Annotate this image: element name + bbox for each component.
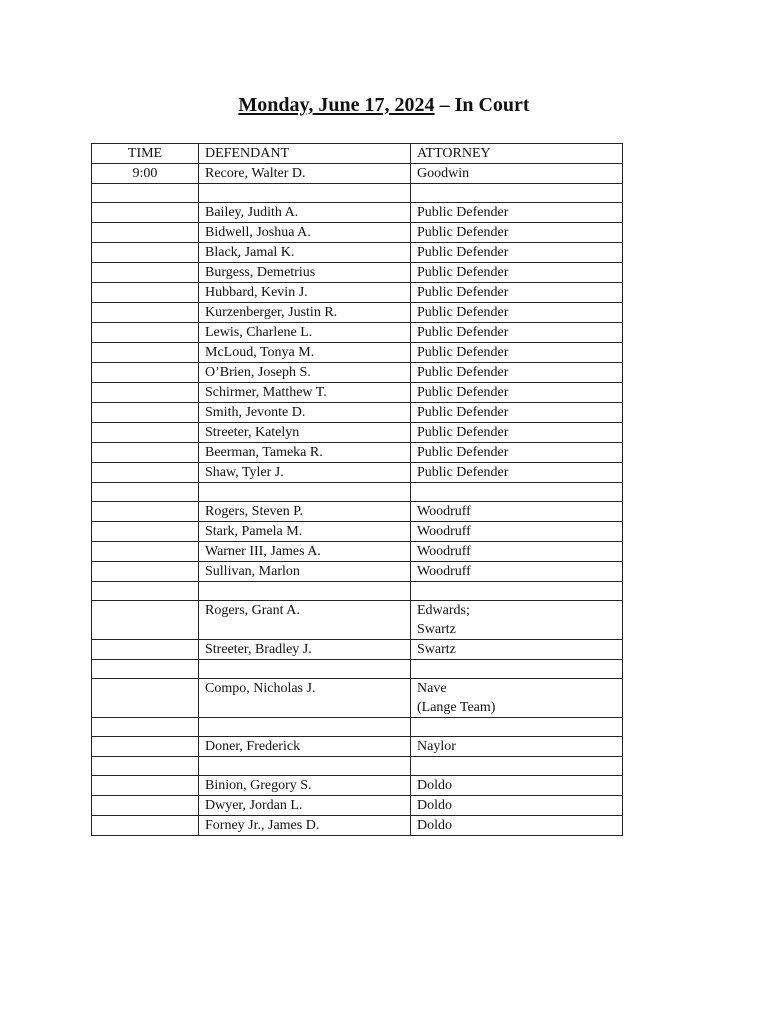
table-row bbox=[92, 243, 623, 263]
attorney-cell: Public Defender bbox=[411, 403, 623, 423]
table-row bbox=[92, 303, 623, 323]
attorney-cell: Woodruff bbox=[411, 562, 623, 582]
time-cell bbox=[92, 343, 199, 363]
time-cell bbox=[92, 443, 199, 463]
time-cell bbox=[92, 679, 199, 718]
time-cell bbox=[92, 776, 199, 796]
defendant-cell: Bidwell, Joshua A. bbox=[199, 223, 411, 243]
defendant-cell bbox=[199, 582, 411, 601]
attorney-cell: Edwards; Swartz bbox=[411, 601, 623, 640]
defendant-cell: Burgess, Demetrius bbox=[199, 263, 411, 283]
court-schedule-table bbox=[91, 143, 623, 836]
attorney-cell: Doldo bbox=[411, 776, 623, 796]
defendant-cell: Black, Jamal K. bbox=[199, 243, 411, 263]
attorney-cell: Public Defender bbox=[411, 223, 623, 243]
column-header-time: TIME bbox=[92, 144, 199, 164]
time-cell bbox=[92, 660, 199, 679]
time-cell bbox=[92, 562, 199, 582]
table-row bbox=[92, 203, 623, 223]
defendant-cell: Recore, Walter D. bbox=[199, 164, 411, 184]
defendant-cell: Streeter, Katelyn bbox=[199, 423, 411, 443]
table-row bbox=[92, 363, 623, 383]
table-row bbox=[92, 679, 623, 718]
table-row bbox=[92, 463, 623, 483]
attorney-cell: Goodwin bbox=[411, 164, 623, 184]
defendant-cell: Rogers, Grant A. bbox=[199, 601, 411, 640]
time-cell bbox=[92, 816, 199, 836]
table-row bbox=[92, 582, 623, 601]
time-cell bbox=[92, 522, 199, 542]
table-row bbox=[92, 796, 623, 816]
table-row bbox=[92, 403, 623, 423]
time-cell bbox=[92, 582, 199, 601]
time-cell bbox=[92, 203, 199, 223]
defendant-cell: Schirmer, Matthew T. bbox=[199, 383, 411, 403]
defendant-cell: Beerman, Tameka R. bbox=[199, 443, 411, 463]
time-cell bbox=[92, 601, 199, 640]
defendant-cell: Dwyer, Jordan L. bbox=[199, 796, 411, 816]
defendant-cell: Streeter, Bradley J. bbox=[199, 640, 411, 660]
attorney-cell: Public Defender bbox=[411, 323, 623, 343]
time-cell bbox=[92, 283, 199, 303]
attorney-cell: Woodruff bbox=[411, 522, 623, 542]
attorney-cell: Public Defender bbox=[411, 423, 623, 443]
attorney-cell bbox=[411, 184, 623, 203]
table-row bbox=[92, 343, 623, 363]
time-cell bbox=[92, 243, 199, 263]
time-cell bbox=[92, 640, 199, 660]
attorney-cell: Public Defender bbox=[411, 283, 623, 303]
table-row bbox=[92, 601, 623, 640]
attorney-cell: Doldo bbox=[411, 816, 623, 836]
time-cell bbox=[92, 423, 199, 443]
attorney-cell: Doldo bbox=[411, 796, 623, 816]
attorney-cell: Public Defender bbox=[411, 463, 623, 483]
table-header-row bbox=[92, 144, 623, 164]
attorney-cell: Public Defender bbox=[411, 303, 623, 323]
time-cell bbox=[92, 463, 199, 483]
attorney-cell: Public Defender bbox=[411, 383, 623, 403]
table-row bbox=[92, 718, 623, 737]
table-row bbox=[92, 542, 623, 562]
time-cell bbox=[92, 184, 199, 203]
defendant-cell: Hubbard, Kevin J. bbox=[199, 283, 411, 303]
defendant-cell bbox=[199, 184, 411, 203]
table-row bbox=[92, 483, 623, 502]
title-suffix: – In Court bbox=[434, 94, 530, 116]
time-cell: 9:00 bbox=[92, 164, 199, 184]
time-cell bbox=[92, 796, 199, 816]
table-row bbox=[92, 383, 623, 403]
defendant-cell: Compo, Nicholas J. bbox=[199, 679, 411, 718]
table-row bbox=[92, 223, 623, 243]
defendant-cell: Stark, Pamela M. bbox=[199, 522, 411, 542]
time-cell bbox=[92, 718, 199, 737]
page-title bbox=[0, 92, 768, 118]
attorney-cell: Public Defender bbox=[411, 263, 623, 283]
table-row bbox=[92, 757, 623, 776]
defendant-cell bbox=[199, 660, 411, 679]
defendant-cell bbox=[199, 718, 411, 737]
column-header-attorney: ATTORNEY bbox=[411, 144, 623, 164]
time-cell bbox=[92, 223, 199, 243]
defendant-cell: O’Brien, Joseph S. bbox=[199, 363, 411, 383]
time-cell bbox=[92, 542, 199, 562]
defendant-cell: Lewis, Charlene L. bbox=[199, 323, 411, 343]
table-row bbox=[92, 502, 623, 522]
attorney-cell: Naylor bbox=[411, 737, 623, 757]
table-row bbox=[92, 323, 623, 343]
time-cell bbox=[92, 483, 199, 502]
table-row bbox=[92, 443, 623, 463]
attorney-cell: Public Defender bbox=[411, 443, 623, 463]
defendant-cell: Smith, Jevonte D. bbox=[199, 403, 411, 423]
table-row bbox=[92, 423, 623, 443]
defendant-cell: McLoud, Tonya M. bbox=[199, 343, 411, 363]
table-row bbox=[92, 660, 623, 679]
table-row bbox=[92, 263, 623, 283]
defendant-cell: Kurzenberger, Justin R. bbox=[199, 303, 411, 323]
attorney-cell bbox=[411, 483, 623, 502]
attorney-cell: Nave (Lange Team) bbox=[411, 679, 623, 718]
table-row bbox=[92, 640, 623, 660]
attorney-cell: Public Defender bbox=[411, 363, 623, 383]
defendant-cell bbox=[199, 757, 411, 776]
attorney-cell: Swartz bbox=[411, 640, 623, 660]
table-row bbox=[92, 816, 623, 836]
attorney-cell bbox=[411, 582, 623, 601]
table-row bbox=[92, 283, 623, 303]
title-date: Monday, June 17, 2024 bbox=[238, 94, 435, 116]
table-row bbox=[92, 522, 623, 542]
defendant-cell: Bailey, Judith A. bbox=[199, 203, 411, 223]
table-row bbox=[92, 776, 623, 796]
attorney-cell: Public Defender bbox=[411, 343, 623, 363]
table-row bbox=[92, 562, 623, 582]
defendant-cell: Binion, Gregory S. bbox=[199, 776, 411, 796]
defendant-cell: Sullivan, Marlon bbox=[199, 562, 411, 582]
defendant-cell: Shaw, Tyler J. bbox=[199, 463, 411, 483]
attorney-cell bbox=[411, 660, 623, 679]
time-cell bbox=[92, 502, 199, 522]
table-row bbox=[92, 737, 623, 757]
attorney-cell: Woodruff bbox=[411, 542, 623, 562]
defendant-cell: Forney Jr., James D. bbox=[199, 816, 411, 836]
time-cell bbox=[92, 263, 199, 283]
attorney-cell bbox=[411, 718, 623, 737]
time-cell bbox=[92, 303, 199, 323]
time-cell bbox=[92, 403, 199, 423]
defendant-cell bbox=[199, 483, 411, 502]
attorney-cell: Public Defender bbox=[411, 203, 623, 223]
attorney-cell: Woodruff bbox=[411, 502, 623, 522]
table-row bbox=[92, 164, 623, 184]
column-header-defendant: DEFENDANT bbox=[199, 144, 411, 164]
attorney-cell: Public Defender bbox=[411, 243, 623, 263]
attorney-cell bbox=[411, 757, 623, 776]
time-cell bbox=[92, 737, 199, 757]
table-row bbox=[92, 184, 623, 203]
time-cell bbox=[92, 383, 199, 403]
time-cell bbox=[92, 323, 199, 343]
time-cell bbox=[92, 757, 199, 776]
defendant-cell: Warner III, James A. bbox=[199, 542, 411, 562]
table-body bbox=[92, 164, 623, 836]
defendant-cell: Rogers, Steven P. bbox=[199, 502, 411, 522]
defendant-cell: Doner, Frederick bbox=[199, 737, 411, 757]
time-cell bbox=[92, 363, 199, 383]
